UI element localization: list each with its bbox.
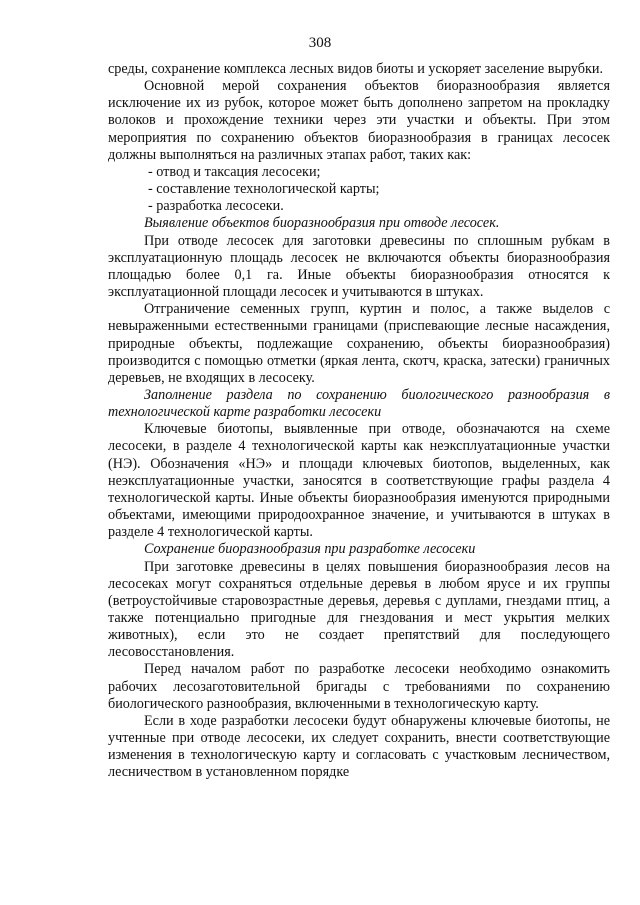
section-heading-preservation: Сохранение биоразнообразия при разработке лесосеки — [144, 541, 476, 558]
page-body — [108, 61, 610, 782]
paragraph-continuation: среды, сохранение комплекса лесных видов биоты и ускоряет заселение вырубки. — [108, 61, 604, 77]
paragraph-harvesting: При заготовке древесины в целях повышения биоразнообразия лесов на лесосеках могут сохраняться отдельные деревья в любом ярусе и их группы (ветроустойчивые старовозрастные деревья, деревья с дуплами, гнездами птиц, а также потенциально пригодные для гнездования и мест укрытия мелких животных), если это не создает препятствий для последующего лесовосстановления. — [108, 558, 610, 661]
list-item-allotment: - отвод и таксация лесосеки; — [148, 163, 321, 180]
paragraph-main-measure: Основной мерой сохранения объектов биоразнообразия является исключение их из рубок, которое может быть дополнено запретом на прокладку волоков и прохождение техники через эти участки и объекты. При этом мероприятия по сохранению объектов биоразнообразия в границах лесосек должны выполняться на различных этапах работ, таких как: — [108, 78, 610, 163]
section-heading-identification: Выявление объектов биоразнообразия при отводе лесосек. — [144, 215, 500, 232]
paragraph-briefing: Перед началом работ по разработке лесосеки необходимо ознакомить рабочих лесозаготовительной бригады с требованиями по сохранению биологического разнообразия, включенными в технологическую карту. — [108, 661, 610, 712]
paragraph-delimitation: Отграничение семенных групп, куртин и полос, а также выделов с невыраженными естественными границами (приспевающие лесные насаждения, природные объекты, подлежащие сохранению, объекты биоразнообразия) производится с помощью отметки (яркая лента, скотч, краска, затески) граничных деревьев, не входящих в лесосеку. — [108, 301, 610, 386]
paragraph-discovered-biotopes: Если в ходе разработки лесосеки будут обнаружены ключевые биотопы, не учтенные при отводе лесосеки, их следует сохранить, внести соответствующие изменения в технологическую карту и согласовать с участковым лесничеством, лесничеством в установленном порядке — [108, 712, 610, 781]
paragraph-allotment: При отводе лесосек для заготовки древесины по сплошным рубкам в эксплуатационную площадь лесосек не включаются объекты биоразнообразия площадью более 0,1 га. Иные объекты биоразнообразия относятся к эксплуатационной площади лесосек и учитываются в штуках. — [108, 232, 610, 301]
paragraph-key-biotopes: Ключевые биотопы, выявленные при отводе, обозначаются на схеме лесосеки, в разделе 4 технологической карты как неэксплуатационные участки (НЭ). Обозначения «НЭ» и площади ключевых биотопов, выделенных, как неэксплуатационные участки, заносятся в соответствующие графы раздела 4 технологической карты. Иные объекты биоразнообразия именуются природными объектами, имеющими природоохранное значение, и учитываются в штуках в разделе 4 технологической карты. — [108, 421, 610, 541]
list-item-tech-map: - составление технологической карты; — [148, 181, 380, 198]
section-heading-tech-map: Заполнение раздела по сохранению биологического разнообразия в технологической карте разработки лесосеки — [108, 386, 610, 421]
list-item-development: - разработка лесосеки. — [148, 198, 284, 215]
page-number: 308 — [308, 35, 332, 51]
